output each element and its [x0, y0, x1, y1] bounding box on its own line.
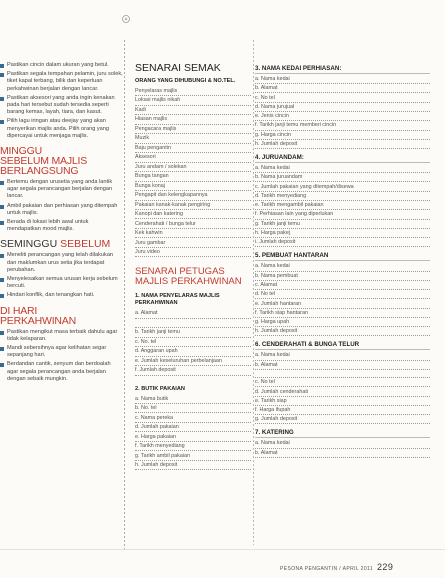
petugas-section-title: SENARAI PETUGAS MAJLIS PERKAHWINAN: [135, 266, 242, 288]
minggu-bullets: [0, 179, 123, 233]
form-line: a. Nama kedai: [255, 76, 430, 84]
section-6-heading: 6. CENDERAHATI & BUNGA TELUR: [255, 341, 430, 350]
form-line: Hiasan majlis: [135, 116, 251, 124]
form-line: f. Harga ifupah: [255, 407, 430, 415]
form-line: Aksesori: [135, 154, 251, 162]
bullet-square-icon: [0, 363, 4, 367]
list-item: Pastikan aksesori yang anda ingin kenakan pada hari tersebut sudah tersedia seperti barang kemas, layah, tiara, dan kasut.: [0, 95, 123, 117]
form-line: c. No. tel: [135, 339, 251, 347]
minggu-section-title: MINGGU SEBELUM MAJLIS BERLANGSUNG: [0, 145, 88, 178]
form-line: b. No. tel: [135, 405, 251, 413]
form-line: Pakaian kanak-kanak pengiring: [135, 202, 251, 210]
form-line: c. Nama pereka: [135, 415, 251, 423]
column-divider: [124, 40, 125, 550]
page-number: 229: [377, 562, 394, 572]
form-line: e. Jumlah hantaran: [255, 301, 430, 309]
list-item: Ambil pakaian dan perhiasan yang ditempah untuk majlis.: [0, 203, 123, 217]
form-line: [135, 320, 251, 328]
form-line: e. Jumlah keseluruhan perbelanjaan: [135, 358, 251, 366]
form-line: Juru video: [135, 249, 251, 257]
form-line: g. Harga cincin: [255, 132, 430, 140]
form-line: g. Harga upah: [255, 319, 430, 327]
bullet-square-icon: [0, 64, 4, 68]
form-line: a. Nama kedai: [255, 352, 430, 360]
form-line: b. Nama pembuat: [255, 273, 430, 281]
list-item: Pilih lagu iringan atau deejay yang akan menyerikan majlis anda. Pilih orang yang dipercayai untuk menjaga majlis.: [0, 118, 123, 140]
form-line: e. Harga pakaian: [135, 434, 251, 442]
bullet-square-icon: [0, 181, 4, 185]
floral-logo-icon: [121, 14, 131, 24]
dihari-bullets: [0, 329, 123, 383]
footer-rule: [0, 549, 445, 550]
page-footer: [280, 562, 393, 572]
form-line: Baju pengantin: [135, 145, 251, 153]
section-2-lines: [135, 396, 251, 471]
form-line: c. No tel: [255, 379, 430, 387]
bullet-square-icon: [0, 221, 4, 225]
form-line: h. Harga pakej: [255, 230, 430, 238]
form-line: i. Jumlah deposit: [255, 239, 430, 247]
form-line: c. Jumlah pakaian yang ditempah/disewa: [255, 184, 430, 192]
form-line: g. Jumlah deposit: [255, 416, 430, 424]
list-item: Meneliti perancangan yang telah dilakukan dan maklumkan urus setia jika terdapat perubahan.: [0, 252, 123, 274]
list-item: Hindari konflik, dan tenangkan hati.: [0, 292, 123, 299]
bullet-square-icon: [0, 278, 4, 282]
bullet-square-icon: [0, 205, 4, 209]
form-line: a. Nama kedai: [255, 165, 430, 173]
list-item: Pastikan mengikut masa terbaik dahulu agar tidak kelaparan.: [0, 329, 123, 343]
form-line: g. Tarikh ambil pakaian: [135, 453, 251, 461]
list-item: Bertemu dengan urusetia yang anda lantik agar segala perancangan berjalan dengan lancar.: [0, 179, 123, 201]
form-line: Juru gambar: [135, 240, 251, 248]
form-line: Juru andam / solekan: [135, 164, 251, 172]
section-2-heading: 2. BUTIK PAKAIAN: [135, 385, 185, 392]
list-item: Pastikan segala tempahan pelamin, juru solek, tiket kapal terbang, bilik dan keperluan perkahwinan berjalan dengan lancar.: [0, 71, 123, 93]
form-line: b. Alamat: [255, 362, 430, 370]
senarai-semak-title: SENARAI SEMAK: [135, 62, 221, 74]
list-item: Pastikan cincin dalam ukuran yang betul.: [0, 62, 123, 69]
form-line: c. No tel: [255, 95, 430, 103]
form-line: f. Jumlah deposit: [135, 367, 251, 375]
form-line: Kadi: [135, 107, 251, 115]
form-line: h. Jumlah deposit: [135, 462, 251, 470]
list-item: Mandi sebersihnya agar kelihatan segar sepanjang hari.: [0, 345, 123, 359]
form-line: f. Perhiasan lain yang diperlukan: [255, 211, 430, 219]
form-line: f. Tarikh janji temu memberi cincin: [255, 122, 430, 130]
form-line: e. Jenis cincin: [255, 113, 430, 121]
form-line: Cenderahati / bunga telur: [135, 221, 251, 229]
form-line: d. Jumlah pakaian: [135, 424, 251, 432]
bullet-square-icon: [0, 73, 4, 77]
bullet-square-icon: [0, 331, 4, 335]
contact-list: [135, 88, 251, 257]
form-line: a. Nama butik: [135, 396, 251, 404]
middle-column: [135, 62, 251, 472]
form-line: Pengacara majlis: [135, 126, 251, 134]
form-line: b. Tarikh janji temu: [135, 329, 251, 337]
seminggu-bullets: [0, 252, 123, 299]
form-line: Penyelaras majlis: [135, 88, 251, 96]
contact-heading: ORANG YANG DIHUBUNGI & NO.TEL.: [135, 78, 236, 84]
form-line: Lokasi majlis nikah: [135, 97, 251, 105]
form-line: g. Tarikh janji temu: [255, 221, 430, 229]
section-1-heading: 1. NAMA PENYELARAS MAJLIS PERKAHWINAN: [135, 293, 220, 307]
seminggu-section-title: SEMINGGU SEBELUM: [0, 238, 111, 251]
form-line: d. Jumlah cenderahati: [255, 389, 430, 397]
section-7-heading: 7. KATERING: [255, 429, 430, 438]
form-line: [255, 371, 430, 378]
list-item: Berada di lokasi lebih awal untuk mendapatkan mood majlis.: [0, 219, 123, 233]
list-item: Menyelesaikan semua urusan kerja sebelum bercuti.: [0, 276, 123, 290]
dihari-section-title: DI HARI PERKAHWINAN: [0, 304, 76, 327]
form-line: Bunga tangan: [135, 173, 251, 181]
form-line: d. No tel: [255, 291, 430, 299]
bullet-square-icon: [0, 97, 4, 101]
form-line: d. Anggaran upah: [135, 348, 251, 356]
bullet-square-icon: [0, 120, 4, 124]
form-line: a. Nama kedai: [255, 263, 430, 271]
form-line: Muzik: [135, 135, 251, 143]
form-line: a. Nama kedai: [255, 440, 430, 448]
form-line: Bunga konaj: [135, 183, 251, 191]
list-item: Berdandan cantik, senyum dan berdoalah agar segala perancangan anda berjalan dengan sebaik mungkin.: [0, 361, 123, 383]
spacer: [135, 377, 251, 382]
form-line: e. Tarikh mengambil pakaian: [255, 202, 430, 210]
form-line: f. Tarikh siap hantaran: [255, 310, 430, 318]
form-line: d. Nama jurujual: [255, 104, 430, 112]
form-line: Kek kahwin: [135, 230, 251, 238]
form-line: h. Jumlah deposit: [255, 328, 430, 336]
left-column: [0, 62, 123, 385]
form-line: c. Alamat: [255, 282, 430, 290]
column-divider: [253, 40, 254, 545]
section-3-heading: 3. NAMA KEDAI PERHIASAN:: [255, 65, 430, 74]
form-line: Kanopi dan katering: [135, 211, 251, 219]
bullet-square-icon: [0, 294, 4, 298]
form-line: a. Alamat: [135, 310, 251, 318]
form-line: b. Alamat: [255, 450, 430, 458]
form-line: e. Tarikh siap: [255, 398, 430, 406]
right-column: [255, 60, 430, 459]
footer-text: PESONA PENGANTIN / APRIL 2011: [280, 566, 374, 572]
section-1-lines: [135, 310, 251, 375]
form-line: h. Jumlah deposit: [255, 141, 430, 149]
form-line: b. Nama juruandam: [255, 174, 430, 182]
bullet-square-icon: [0, 254, 4, 258]
section-5-heading: 5. PEMBUAT HANTARAN: [255, 252, 430, 261]
intro-bullets: [0, 62, 123, 140]
bullet-square-icon: [0, 347, 4, 351]
form-line: d. Tarikh menyediang: [255, 193, 430, 201]
form-line: Pengapit dan kelengkapannya: [135, 192, 251, 200]
section-4-heading: 4. JURUANDAM:: [255, 154, 430, 163]
form-line: b. Alamat: [255, 85, 430, 93]
form-line: f. Tarikh menyediang: [135, 443, 251, 451]
